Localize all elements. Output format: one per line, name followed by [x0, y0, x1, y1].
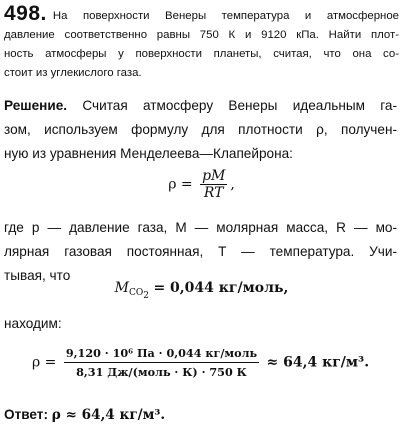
answer-label: Ответ:	[4, 407, 48, 422]
where-line-3: тывая, что	[4, 268, 71, 283]
where-paragraph	[4, 216, 397, 288]
solution-line-2: зом, используем формулу для плотности ρ, получен-	[4, 122, 397, 137]
where-line-2: лярная газовая постоянная, T — температура. Учи-	[4, 244, 397, 259]
molar-mass-formula: $M_{CO_2} = 0,044$ кг/моль,	[114, 280, 289, 301]
solution-line-1: Считая атмосферу Венеры идеальным га-	[82, 98, 397, 113]
solution-intro	[4, 94, 397, 166]
problem-number: 498.	[4, 2, 47, 25]
problem-line-1: На поверхности Венеры температура и атмосферное	[52, 10, 399, 22]
answer	[4, 404, 165, 426]
problem-line-4: стоит из углекислого газа.	[4, 67, 142, 79]
answer-value: ρ ≈ 64,4 кг/м³.	[51, 407, 166, 423]
calc-result: ≈ 64,4 кг/м³.	[266, 354, 370, 371]
formula-numerator: pM	[202, 168, 226, 184]
calc-numerator: 9,120 · 10⁶ Па · 0,044 кг/моль	[64, 344, 259, 363]
problem-statement	[4, 4, 399, 83]
problem-line-2: давление соответственно равны 750 К и 9120 кПа. Найти плот-	[4, 29, 399, 41]
calculation-formula: ρ = $\frac{\text{9,120 · 10⁶ Па · 0,044 кг/моль}}{\text{8,31 Дж/(моль · К) · 750 К}}$ ≈ 64,4 кг/м³.	[32, 346, 370, 379]
formula-denominator: RT	[203, 185, 224, 201]
problem-line-3: ность атмосферы у поверхности планеты, считая, что она со-	[4, 48, 399, 60]
solution-heading: Решение.	[4, 98, 68, 113]
density-formula: ρ = $\frac{pM}{RT}$ ,	[168, 168, 235, 201]
where-line-1: где p — давление газа, M — молярная масса, R — мо-	[4, 220, 397, 235]
solution-line-3: ную из уравнения Менделеева—Клапейрона:	[4, 146, 293, 161]
finding-text: находим:	[4, 316, 62, 331]
calc-denominator: 8,31 Дж/(моль · К) · 750 К	[76, 365, 247, 379]
